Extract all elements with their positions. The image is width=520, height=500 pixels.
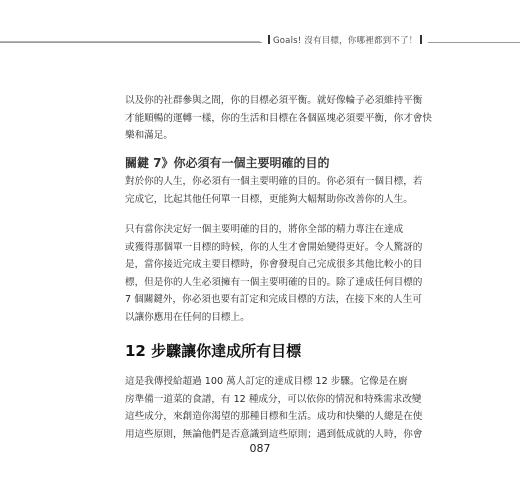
paragraph-line: 這些成分，來創造你渴望的那種目標和生活。成功和快樂的人總是在使 <box>125 411 423 422</box>
running-head-left-bar <box>268 35 270 44</box>
page-number: 087 <box>249 442 271 455</box>
paragraph-line: 用這些原則，無論他們是否意識到這些原則；遇到低成就的人時，你會 <box>125 428 423 440</box>
paragraph-4 <box>125 373 423 443</box>
paragraph-line: 這是我傳授給超過 100 萬人訂定的達成目標 12 步驟。它像是在廚 <box>125 376 408 387</box>
running-head <box>262 34 428 46</box>
paragraph-1 <box>125 92 432 145</box>
header-rule <box>0 42 520 43</box>
paragraph-3 <box>125 221 423 326</box>
paragraph-line: 以讓你應用在任何的目標上。 <box>125 311 250 323</box>
chapter-title: 12 步驟讓你達成所有目標 <box>125 342 302 360</box>
paragraph-line: 以及你的社群參與之間，你的目標必須平衡。就好像輪子必須維持平衡 <box>125 95 423 106</box>
running-head-right-bar <box>420 35 422 44</box>
paragraph-line: 樂和滿足。 <box>125 130 173 141</box>
paragraph-line: 或獲得那個單一目標的時候，你的人生才會開始變得更好。令人驚訝的 <box>125 241 423 253</box>
running-head-text: Goals! 沒有目標，你哪裡都到不了！ <box>273 36 418 46</box>
paragraph-line: 完成它，比起其他任何單一目標，更能夠大幅幫助你改善你的人生。 <box>125 193 413 205</box>
paragraph-line: 才能順暢的運轉一樣，你的生活和目標在各個區塊必須要平衡，你才會快 <box>125 112 432 124</box>
paragraph-line: 只有當你決定好一個主要明確的目的，將你全部的精力專注在達成 <box>125 224 404 235</box>
paragraph-line: 對於你的人生，你必須有一個主要明確的目的。你必須有一個目標，若 <box>125 176 423 187</box>
paragraph-line: 7 個關鍵外，你必須也要有訂定和完成目標的方法，在接下來的人生可 <box>125 294 422 305</box>
section-title: 關鍵 7》你必須有一個主要明確的目的 <box>125 156 330 170</box>
paragraph-line: 標，但是你的人生必須擁有一個主要明確的目的。除了達成任何目標的 <box>125 276 423 288</box>
paragraph-line: 房準備一道菜的食譜，有 12 種成分，可以依你的情況和特殊需求改變 <box>125 393 422 405</box>
paragraph-2 <box>125 173 423 208</box>
paragraph-line: 是，當你接近完成主要目標時，你會發現自己完成很多其他比較小的目 <box>125 259 423 270</box>
